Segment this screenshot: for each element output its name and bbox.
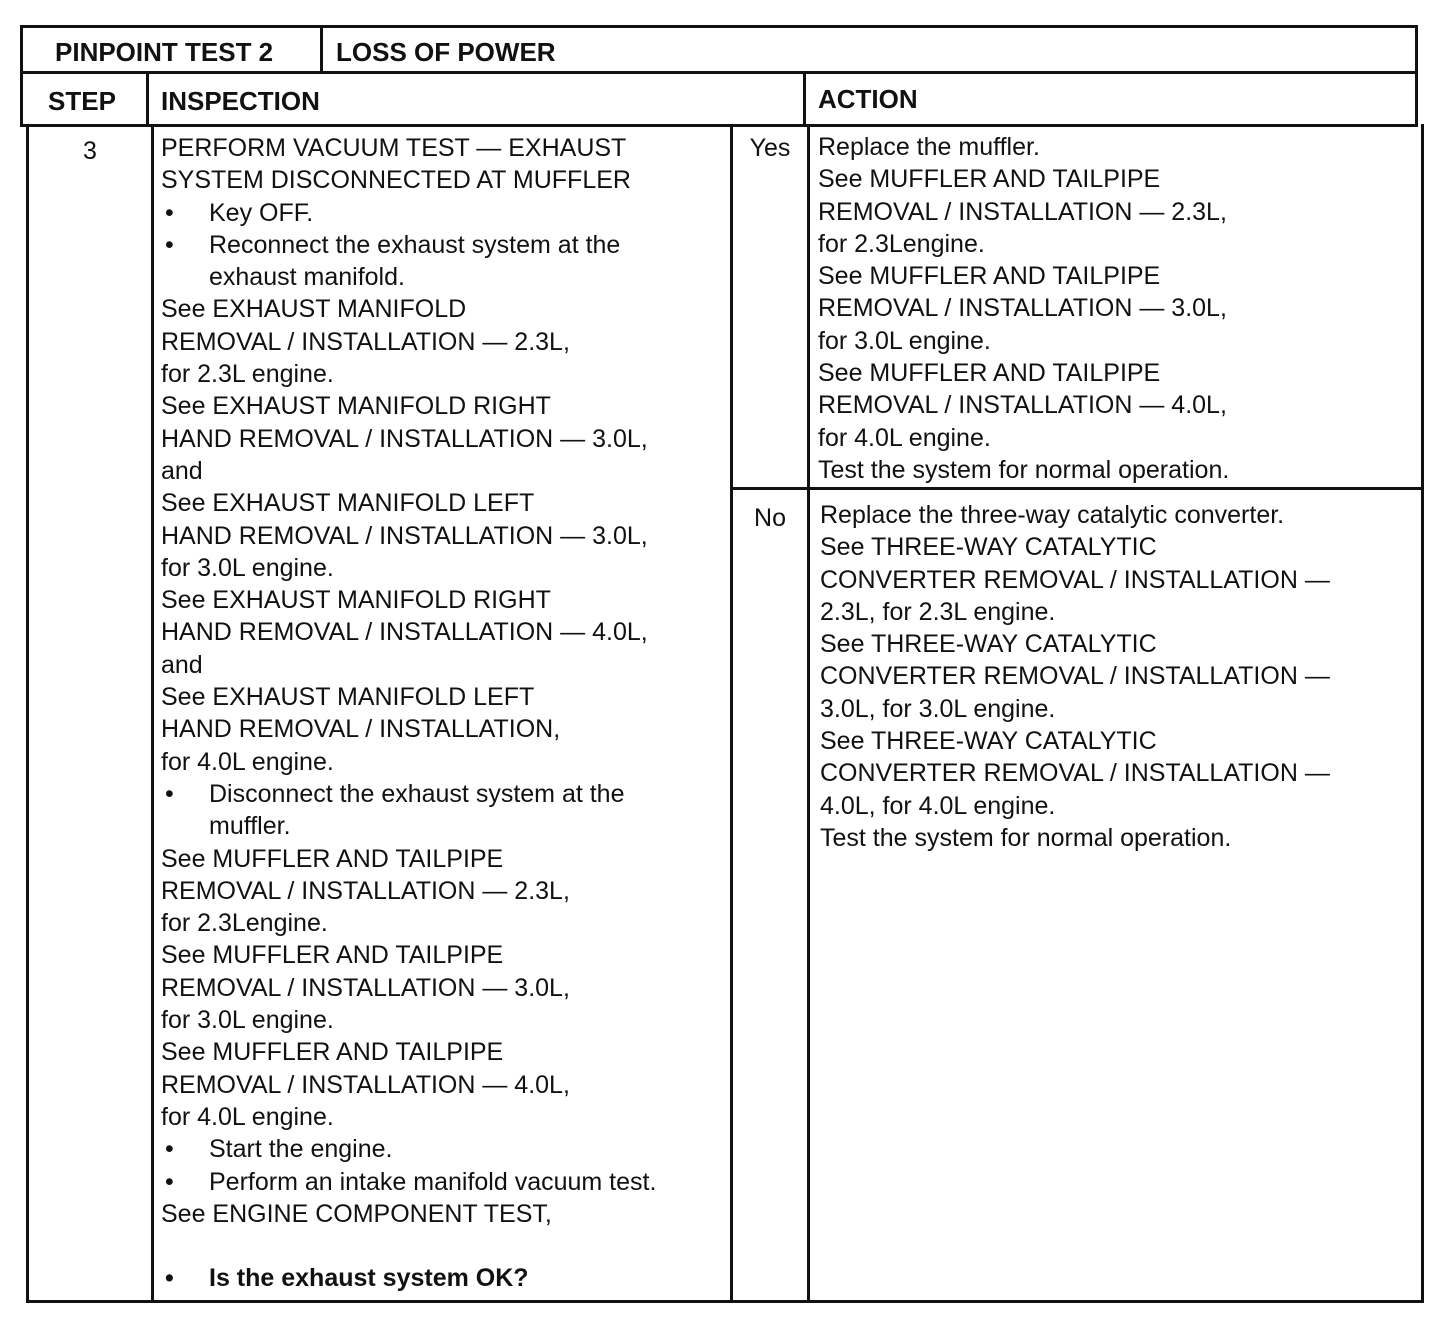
step-column-divider-lower — [151, 124, 154, 1303]
manifold-reference-line: REMOVAL / INSTALLATION — 2.3L, — [161, 327, 570, 356]
table-right-border — [1415, 25, 1418, 127]
table-right-border-lower — [1421, 124, 1424, 1303]
manifold-reference-line: for 3.0L engine. — [161, 553, 334, 582]
column-header-bottom-rule — [20, 124, 1418, 127]
muffler-reference-line: for 4.0L engine. — [161, 1102, 334, 1131]
yes-action-line: See MUFFLER AND TAILPIPE — [818, 165, 1161, 194]
no-action-line: Replace the three-way catalytic converter. — [820, 501, 1285, 529]
action-column-divider-lower — [807, 124, 810, 1303]
spacer — [161, 1230, 727, 1262]
yes-action-line: Replace the muffler. — [818, 133, 1040, 161]
step-number: 3 — [83, 137, 97, 165]
bullet-key-off: • Key OFF. — [161, 197, 727, 229]
muffler-reference-line: See MUFFLER AND TAILPIPE — [161, 1038, 504, 1067]
no-action-line: CONVERTER REMOVAL / INSTALLATION — — [820, 565, 1330, 594]
yes-action-line: See MUFFLER AND TAILPIPE — [818, 262, 1161, 291]
muffler-reference-line: See MUFFLER AND TAILPIPE — [161, 844, 504, 873]
no-action-line: See THREE-WAY CATALYTIC — [820, 630, 1157, 659]
no-action-line: 4.0L, for 4.0L engine. — [820, 791, 1056, 820]
no-action-line: CONVERTER REMOVAL / INSTALLATION — — [820, 759, 1330, 788]
yes-action-line: for 2.3Lengine. — [818, 229, 985, 258]
manifold-reference-line: See EXHAUST MANIFOLD RIGHT — [161, 586, 551, 615]
no-action-content — [820, 499, 1415, 854]
no-action-line: See THREE-WAY CATALYTIC — [820, 533, 1157, 562]
manifold-reference-line: and — [161, 456, 203, 485]
manifold-reference-line: See EXHAUST MANIFOLD LEFT — [161, 489, 535, 518]
table-left-border-lower — [26, 124, 29, 1303]
bullet-vacuum-test: • Perform an intake manifold vacuum test. — [161, 1166, 727, 1198]
table-left-border — [20, 25, 23, 127]
manifold-reference-line: HAND REMOVAL / INSTALLATION, — [161, 715, 561, 744]
muffler-reference-line: REMOVAL / INSTALLATION — 3.0L, — [161, 973, 570, 1002]
manifold-reference-line: for 4.0L engine. — [161, 747, 334, 776]
title-divider — [320, 25, 323, 73]
muffler-reference-line: REMOVAL / INSTALLATION — 4.0L, — [161, 1070, 570, 1099]
inspection-question: • Is the exhaust system OK? — [161, 1262, 727, 1294]
bullet-reconnect: • Reconnect the exhaust system at the — [161, 229, 727, 261]
muffler-reference-line: for 2.3Lengine. — [161, 909, 328, 938]
action-column-divider — [803, 71, 806, 127]
yes-action-line: for 3.0L engine. — [818, 326, 991, 355]
manifold-reference-line: for 2.3L engine. — [161, 360, 334, 389]
muffler-reference-line: See MUFFLER AND TAILPIPE — [161, 941, 504, 970]
manifold-reference-line: See EXHAUST MANIFOLD LEFT — [161, 683, 535, 712]
yes-action-content — [818, 131, 1413, 486]
step-column-divider — [146, 71, 149, 127]
result-yes-label: Yes — [749, 134, 791, 162]
bullet-disconnect: • Disconnect the exhaust system at the — [161, 778, 727, 810]
no-action-line: See THREE-WAY CATALYTIC — [820, 727, 1157, 756]
no-action-line: CONVERTER REMOVAL / INSTALLATION — — [820, 662, 1330, 691]
inspection-title-line: SYSTEM DISCONNECTED AT MUFFLER — [161, 166, 631, 195]
yes-action-line: REMOVAL / INSTALLATION — 3.0L, — [818, 294, 1227, 323]
table-top-border — [20, 25, 1418, 28]
yes-action-line: REMOVAL / INSTALLATION — 4.0L, — [818, 391, 1227, 420]
manifold-reference-line: HAND REMOVAL / INSTALLATION — 3.0L, — [161, 424, 648, 453]
column-header-step: STEP — [48, 86, 116, 116]
table-bottom-border — [26, 1300, 1424, 1303]
yes-action-line: for 4.0L engine. — [818, 423, 991, 452]
inspection-title-line: PERFORM VACUUM TEST — EXHAUST — [161, 134, 627, 162]
engine-component-reference: See ENGINE COMPONENT TEST, — [161, 1199, 552, 1228]
manifold-reference-line: See EXHAUST MANIFOLD — [161, 295, 467, 324]
yes-action-line: See MUFFLER AND TAILPIPE — [818, 359, 1161, 388]
yes-no-divider — [733, 487, 1423, 490]
pinpoint-test-title: LOSS OF POWER — [336, 37, 556, 67]
result-no-label: No — [754, 504, 786, 532]
manifold-reference-line: HAND REMOVAL / INSTALLATION — 3.0L, — [161, 521, 648, 550]
manifold-reference-line: and — [161, 650, 203, 679]
manifold-reference-line: See EXHAUST MANIFOLD RIGHT — [161, 392, 551, 421]
bullet-disconnect-continued: muffler. — [209, 812, 291, 841]
manifold-reference-line: HAND REMOVAL / INSTALLATION — 4.0L, — [161, 618, 648, 647]
no-action-line: 2.3L, for 2.3L engine. — [820, 597, 1056, 626]
inspection-content — [161, 132, 727, 1295]
column-header-inspection: INSPECTION — [161, 86, 320, 116]
result-column-divider — [730, 124, 733, 1303]
no-action-line: 3.0L, for 3.0L engine. — [820, 694, 1056, 723]
muffler-reference-line: for 3.0L engine. — [161, 1006, 334, 1035]
muffler-reference-line: REMOVAL / INSTALLATION — 2.3L, — [161, 876, 570, 905]
yes-action-line: Test the system for normal operation. — [818, 455, 1230, 484]
bullet-reconnect-continued: exhaust manifold. — [209, 263, 405, 292]
header-bottom-rule — [20, 71, 1418, 74]
yes-action-line: REMOVAL / INSTALLATION — 2.3L, — [818, 197, 1227, 226]
no-action-line: Test the system for normal operation. — [820, 823, 1232, 852]
pinpoint-test-label: PINPOINT TEST 2 — [55, 37, 274, 67]
bullet-start-engine: • Start the engine. — [161, 1133, 727, 1165]
column-header-action: ACTION — [818, 84, 918, 114]
